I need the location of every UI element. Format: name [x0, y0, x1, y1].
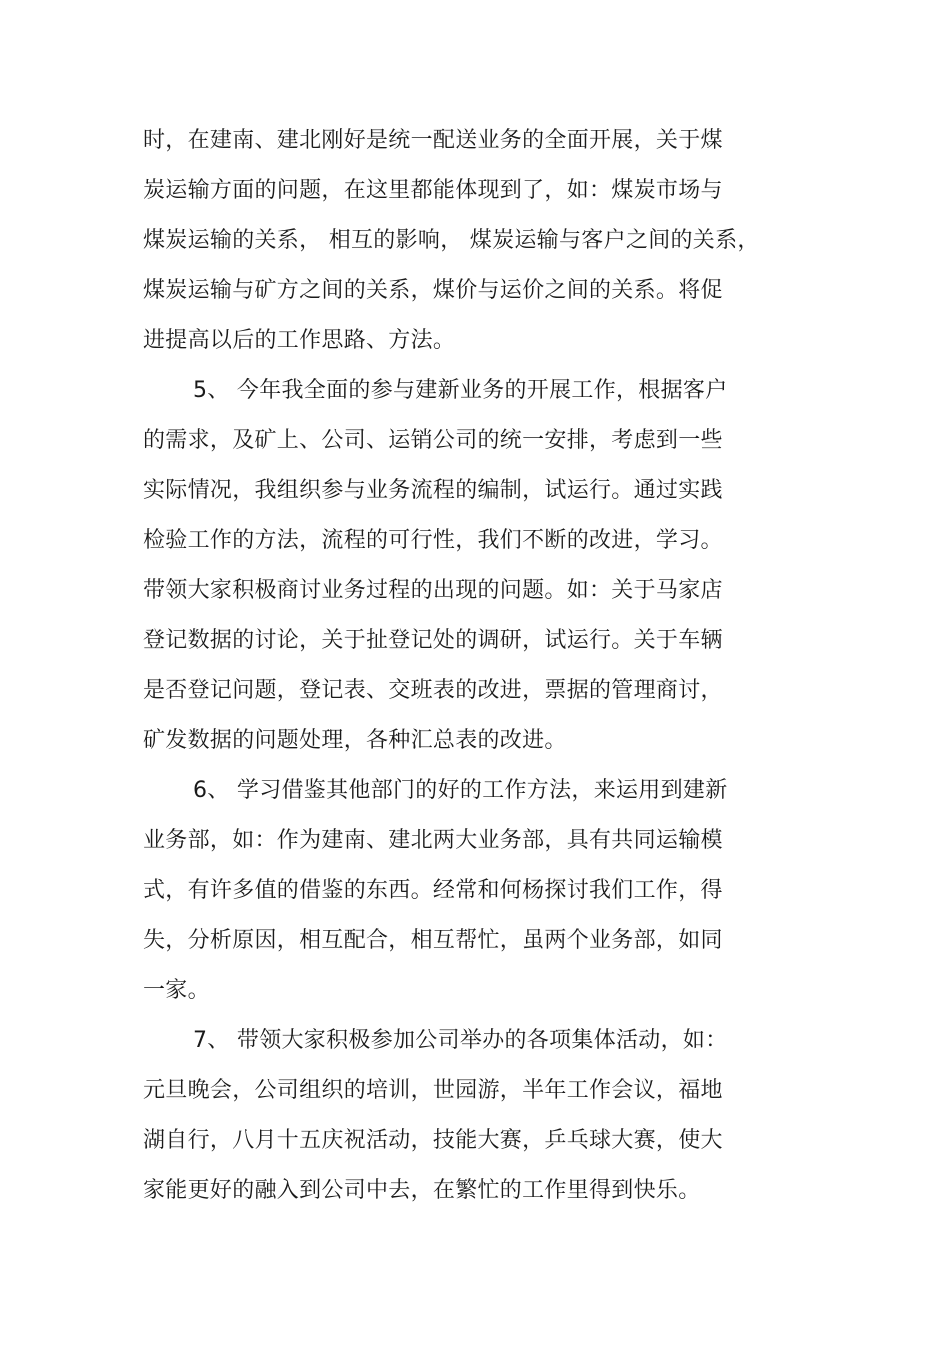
text-line: 进提高以后的工作思路、方法。: [143, 328, 456, 353]
text-line: 湖自行，八月十五庆祝活动，技能大赛，乒乓球大赛，使大: [143, 1128, 723, 1153]
text-line: 矿发数据的问题处理，各种汇总表的改进。: [143, 728, 567, 753]
text-line: 实际情况，我组织参与业务流程的编制，试运行。通过实践: [143, 478, 723, 503]
paragraph-6-first-line: 6、 学习借鉴其他部门的好的工作方法，来运用到建新: [193, 778, 728, 803]
text-line: 的需求，及矿上、公司、运销公司的统一安排，考虑到一些: [143, 428, 723, 453]
text-line: 检验工作的方法，流程的可行性，我们不断的改进，学习。: [143, 528, 723, 553]
text-line: 登记数据的讨论，关于扯登记处的调研，试运行。关于车辆: [143, 628, 723, 653]
text-line: 时，在建南、建北刚好是统一配送业务的全面开展，关于煤: [143, 128, 723, 153]
text-line: 元旦晚会，公司组织的培训，世园游，半年工作会议，福地: [143, 1078, 723, 1103]
text-line: 家能更好的融入到公司中去，在繁忙的工作里得到快乐。: [143, 1178, 701, 1203]
text-line: 失，分析原因，相互配合，相互帮忙，虽两个业务部，如同: [143, 928, 723, 953]
text-line: 是否登记问题，登记表、交班表的改进，票据的管理商讨，: [143, 678, 723, 703]
text-line: 煤炭运输的关系， 相互的影响， 煤炭运输与客户之间的关系，: [143, 228, 760, 253]
text-line: 式，有许多值的借鉴的东西。经常和何杨探讨我们工作，得: [143, 878, 723, 903]
text-line: 煤炭运输与矿方之间的关系，煤价与运价之间的关系。将促: [143, 278, 723, 303]
text-line: 炭运输方面的问题，在这里都能体现到了，如：煤炭市场与: [143, 178, 723, 203]
text-line: 业务部，如：作为建南、建北两大业务部，具有共同运输模: [143, 828, 723, 853]
paragraph-5-first-line: 5、 今年我全面的参与建新业务的开展工作，根据客户: [193, 378, 728, 403]
text-line: 一家。: [143, 978, 210, 1003]
text-line: 带领大家积极商讨业务过程的出现的问题。如：关于马家店: [143, 578, 723, 603]
paragraph-7-first-line: 7、 带领大家积极参加公司举办的各项集体活动，如：: [193, 1028, 728, 1053]
